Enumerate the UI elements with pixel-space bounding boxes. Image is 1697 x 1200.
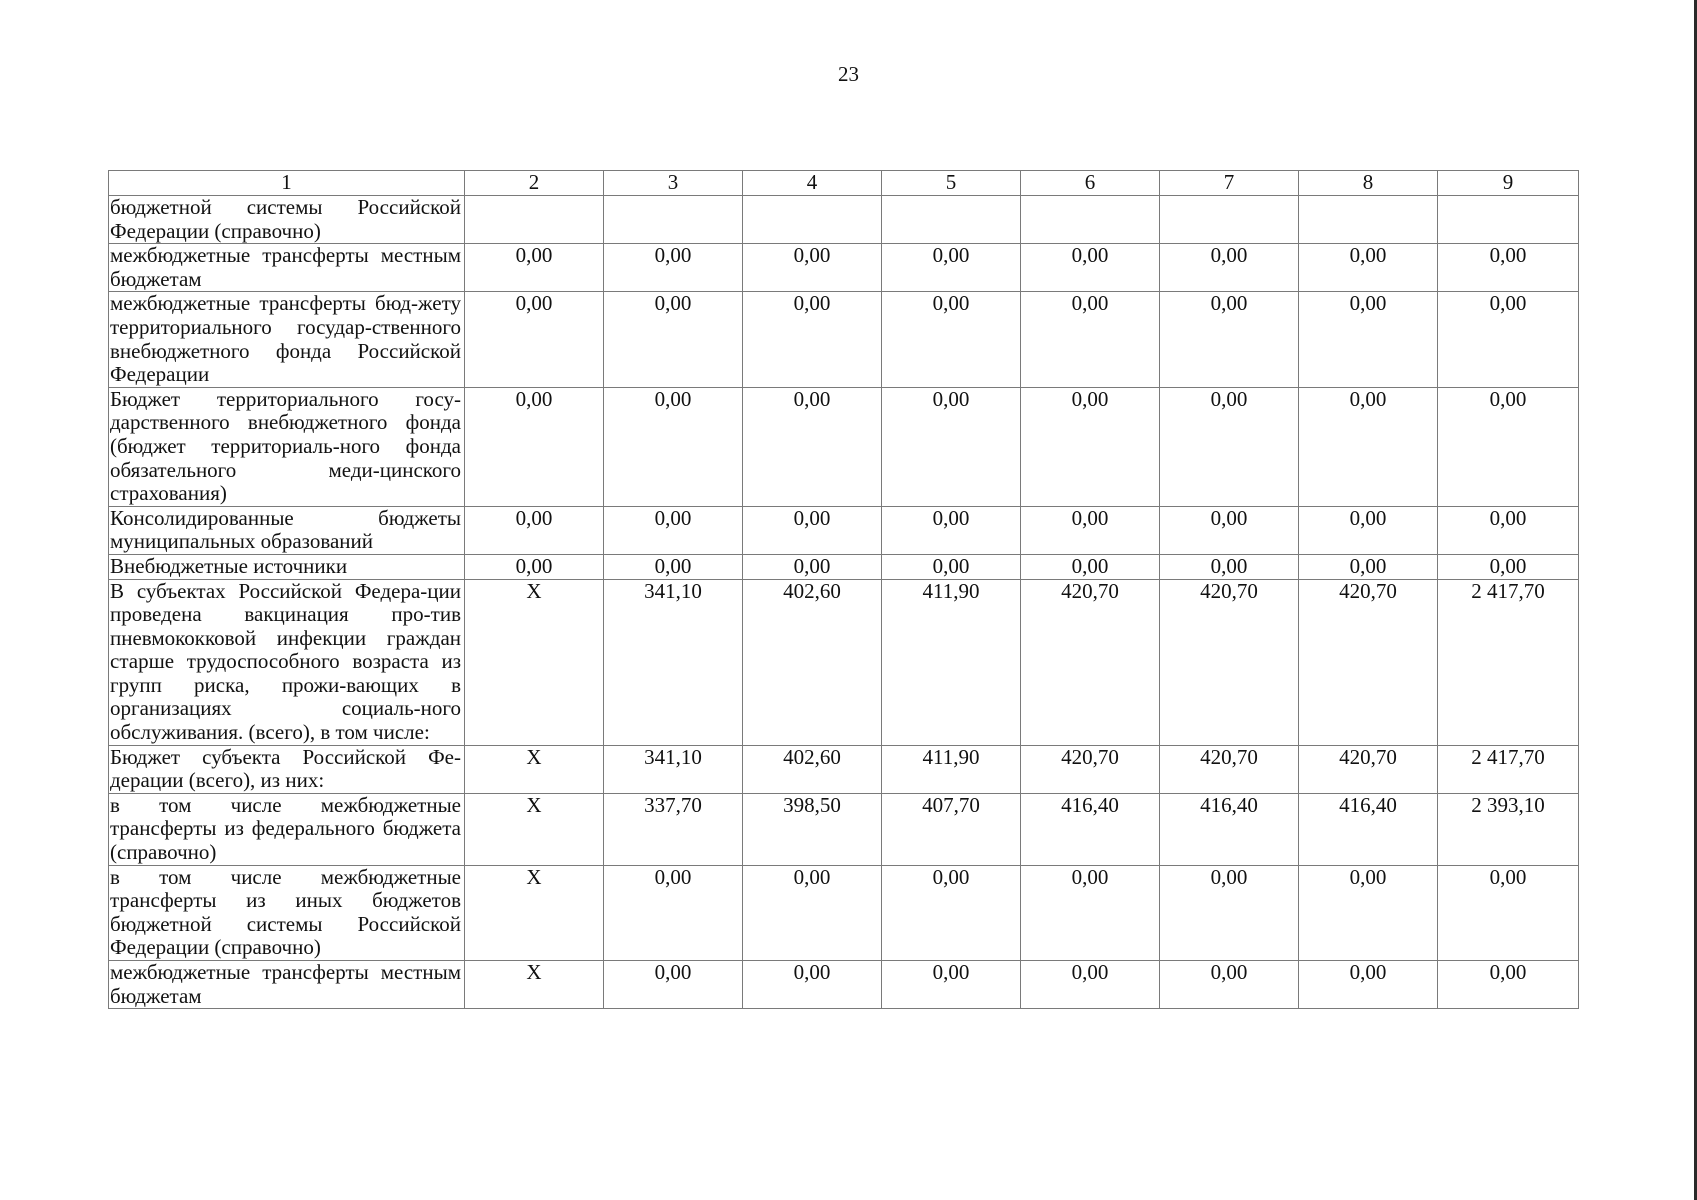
- table-cell: 402,60: [743, 745, 882, 793]
- table-row: [109, 865, 1579, 960]
- page-number: 23: [838, 62, 859, 86]
- table-cell: 420,70: [1160, 745, 1299, 793]
- table-cell: 0,00: [1021, 554, 1160, 579]
- column-number-header: 5: [882, 171, 1021, 196]
- table-row: [109, 961, 1579, 1009]
- table-row: [109, 579, 1579, 745]
- column-number-header: 1: [109, 171, 465, 196]
- table-cell: 0,00: [604, 387, 743, 506]
- table-cell: 0,00: [465, 292, 604, 387]
- table-cell: 0,00: [604, 554, 743, 579]
- table-cell: [1021, 196, 1160, 244]
- table-cell: 0,00: [743, 244, 882, 292]
- table-cell: [604, 196, 743, 244]
- table-cell: 402,60: [743, 579, 882, 745]
- table-cell: 0,00: [882, 506, 1021, 554]
- table-cell: 0,00: [1021, 244, 1160, 292]
- table-row: [109, 196, 1579, 244]
- table-cell: 416,40: [1160, 793, 1299, 865]
- table-cell: 2 417,70: [1438, 745, 1579, 793]
- table-cell: X: [465, 793, 604, 865]
- column-number-header: 4: [743, 171, 882, 196]
- table-cell: 0,00: [1438, 244, 1579, 292]
- table-cell: 0,00: [1021, 292, 1160, 387]
- table-cell: 411,90: [882, 745, 1021, 793]
- table-cell: 0,00: [882, 387, 1021, 506]
- row-label: межбюджетные трансферты бюд-жету территориального государ-ственного внебюджетного фонда Российской Федерации: [109, 292, 465, 387]
- table-cell: 0,00: [1160, 244, 1299, 292]
- table-cell: 0,00: [465, 244, 604, 292]
- table-cell: [743, 196, 882, 244]
- table-cell: 0,00: [1438, 292, 1579, 387]
- row-label: Бюджет субъекта Российской Фе-дерации (всего), из них:: [109, 745, 465, 793]
- table-cell: 0,00: [1160, 554, 1299, 579]
- table-cell: 0,00: [1160, 506, 1299, 554]
- table-cell: 0,00: [1438, 554, 1579, 579]
- table-cell: 416,40: [1299, 793, 1438, 865]
- table-cell: [882, 196, 1021, 244]
- table-cell: X: [465, 865, 604, 960]
- table-row: [109, 387, 1579, 506]
- table-cell: 0,00: [1299, 244, 1438, 292]
- table-cell: [1160, 196, 1299, 244]
- row-label: бюджетной системы Российской Федерации (справочно): [109, 196, 465, 244]
- table-header: [109, 171, 1579, 196]
- table-cell: 0,00: [743, 554, 882, 579]
- table-cell: 0,00: [604, 506, 743, 554]
- table-cell: 0,00: [743, 292, 882, 387]
- table-cell: 0,00: [1299, 865, 1438, 960]
- table-cell: 0,00: [604, 244, 743, 292]
- table-row: [109, 506, 1579, 554]
- table-cell: 0,00: [1160, 961, 1299, 1009]
- table-row: [109, 745, 1579, 793]
- table-cell: [1299, 196, 1438, 244]
- table-cell: 0,00: [743, 387, 882, 506]
- table-body: [109, 196, 1579, 1009]
- table-cell: 411,90: [882, 579, 1021, 745]
- table-cell: 407,70: [882, 793, 1021, 865]
- budget-table: [108, 170, 1579, 1009]
- column-number-header: 3: [604, 171, 743, 196]
- header-row: [109, 171, 1579, 196]
- table-cell: 0,00: [604, 292, 743, 387]
- row-label: межбюджетные трансферты местным бюджетам: [109, 961, 465, 1009]
- table-row: [109, 292, 1579, 387]
- table-cell: 0,00: [1438, 865, 1579, 960]
- table-cell: 0,00: [465, 387, 604, 506]
- row-label: в том числе межбюджетные трансферты из федерального бюджета (справочно): [109, 793, 465, 865]
- table-cell: 420,70: [1021, 579, 1160, 745]
- table-cell: 0,00: [882, 554, 1021, 579]
- table-cell: 0,00: [465, 506, 604, 554]
- table-cell: 420,70: [1021, 745, 1160, 793]
- table-cell: 420,70: [1299, 579, 1438, 745]
- table-cell: 0,00: [743, 961, 882, 1009]
- table-cell: 0,00: [1299, 961, 1438, 1009]
- table-cell: 0,00: [1021, 387, 1160, 506]
- table-cell: 0,00: [1438, 387, 1579, 506]
- table-cell: 0,00: [1021, 865, 1160, 960]
- table-cell: 416,40: [1021, 793, 1160, 865]
- row-label: в том числе межбюджетные трансферты из иных бюджетов бюджетной системы Российской Федерации (справочно): [109, 865, 465, 960]
- column-number-header: 2: [465, 171, 604, 196]
- table-cell: 420,70: [1299, 745, 1438, 793]
- table-cell: 0,00: [604, 865, 743, 960]
- table-cell: 0,00: [1438, 506, 1579, 554]
- table-row: [109, 793, 1579, 865]
- table-cell: 0,00: [743, 865, 882, 960]
- table-cell: 0,00: [1299, 292, 1438, 387]
- table-cell: 0,00: [1299, 506, 1438, 554]
- table-cell: 0,00: [882, 244, 1021, 292]
- column-number-header: 8: [1299, 171, 1438, 196]
- table-cell: X: [465, 961, 604, 1009]
- column-number-header: 9: [1438, 171, 1579, 196]
- table-cell: 0,00: [1160, 387, 1299, 506]
- table-cell: 0,00: [882, 292, 1021, 387]
- table-cell: [465, 196, 604, 244]
- table-cell: 0,00: [882, 961, 1021, 1009]
- table-cell: X: [465, 745, 604, 793]
- table-cell: 0,00: [1160, 865, 1299, 960]
- table-cell: 0,00: [1438, 961, 1579, 1009]
- table-cell: 0,00: [465, 554, 604, 579]
- row-label: межбюджетные трансферты местным бюджетам: [109, 244, 465, 292]
- table-row: [109, 554, 1579, 579]
- table-cell: 0,00: [1021, 961, 1160, 1009]
- table-cell: 0,00: [1021, 506, 1160, 554]
- column-number-header: 6: [1021, 171, 1160, 196]
- column-number-header: 7: [1160, 171, 1299, 196]
- table-cell: 0,00: [1299, 387, 1438, 506]
- table-cell: 0,00: [743, 506, 882, 554]
- table-row: [109, 244, 1579, 292]
- row-label: В субъектах Российской Федера-ции проведена вакцинация про-тив пневмококковой инфекции граждан старше трудоспособного возраста из групп риска, прожи-вающих в организациях социаль-ного обслуживания. (всего), в том числе:: [109, 579, 465, 745]
- table-cell: [1438, 196, 1579, 244]
- table-cell: 341,10: [604, 579, 743, 745]
- table-cell: X: [465, 579, 604, 745]
- table-cell: 398,50: [743, 793, 882, 865]
- table-cell: 0,00: [1299, 554, 1438, 579]
- table-cell: 420,70: [1160, 579, 1299, 745]
- table-cell: 341,10: [604, 745, 743, 793]
- table-cell: 0,00: [1160, 292, 1299, 387]
- table-cell: 0,00: [882, 865, 1021, 960]
- row-label: Консолидированные бюджеты муниципальных образований: [109, 506, 465, 554]
- row-label: Внебюджетные источники: [109, 554, 465, 579]
- table-cell: 2 417,70: [1438, 579, 1579, 745]
- row-label: Бюджет территориального госу-дарственного внебюджетного фонда (бюджет территориаль-ного фонда обязательного меди-цинского страхования): [109, 387, 465, 506]
- table-cell: 0,00: [604, 961, 743, 1009]
- table-cell: 2 393,10: [1438, 793, 1579, 865]
- table-cell: 337,70: [604, 793, 743, 865]
